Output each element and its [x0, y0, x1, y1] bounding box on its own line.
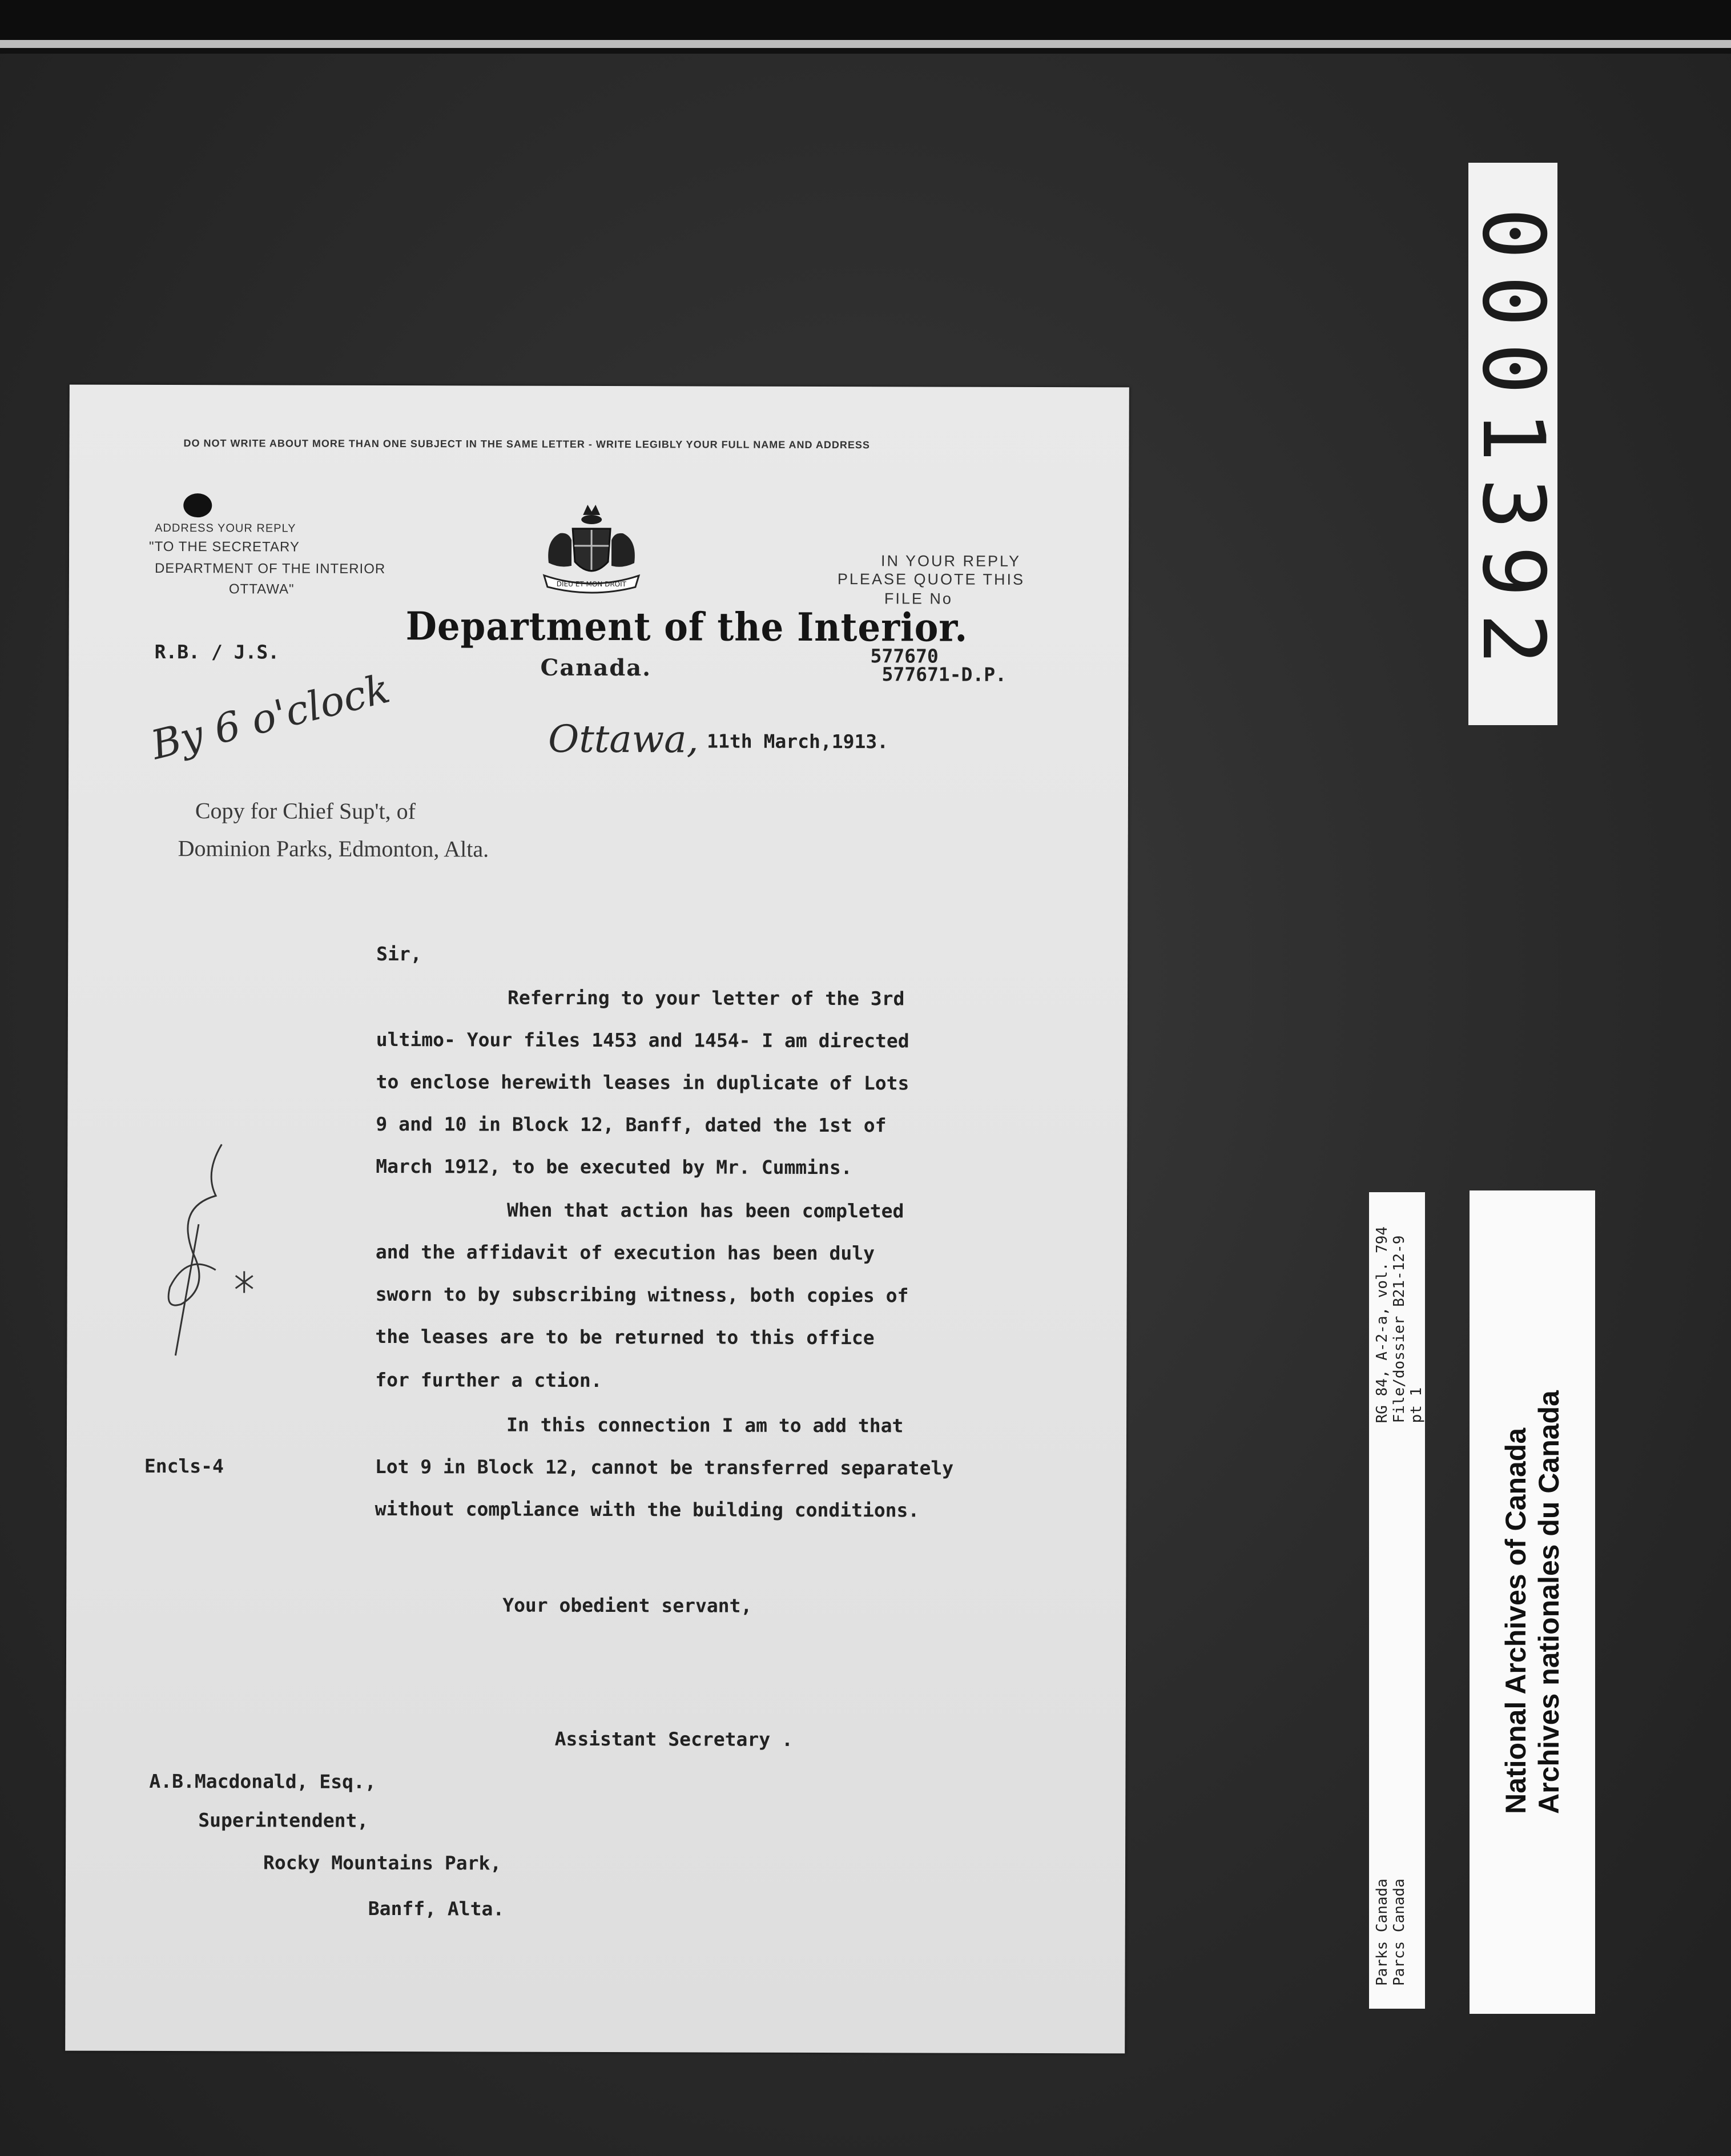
body-line: 9 and 10 in Block 12, Banff, dated the 1st of: [376, 1112, 887, 1137]
archives-name-en: National Archives of Canada: [1500, 1427, 1532, 1814]
body-line: for further a ction.: [375, 1368, 602, 1392]
svg-text:DIEU ET MON DROIT: DIEU ET MON DROIT: [556, 580, 627, 589]
film-top-edge: [0, 40, 1731, 48]
reply-line-3: FILE No: [884, 590, 953, 608]
body-line: When that action has been completed: [506, 1198, 904, 1222]
handwritten-mark-icon: [135, 1139, 284, 1367]
closing: Your obedient servant,: [502, 1594, 752, 1617]
recipient-line: Banff, Alta.: [368, 1897, 505, 1920]
body-line: Lot 9 in Block 12, cannot be transferred separately: [375, 1455, 954, 1479]
letterhead-warning: DO NOT WRITE ABOUT MORE THAN ONE SUBJECT IN THE SAME LETTER - WRITE LEGIBLY YOUR FULL NAME AND ADDRESS: [183, 437, 870, 451]
archive-ref-line3: pt 1: [1408, 1387, 1425, 1423]
frame-number-label: [1463, 163, 1563, 725]
film-top-band: [0, 0, 1731, 40]
reply-line-2: PLEASE QUOTE THIS: [837, 570, 1025, 588]
letter-date: 11th March,1913.: [707, 730, 889, 753]
archive-reference-label: [1369, 1192, 1425, 2009]
body-line: ultimo- Your files 1453 and 1454- I am directed: [376, 1028, 909, 1052]
address-line-3: DEPARTMENT OF THE INTERIOR: [154, 560, 386, 577]
file-number-2: 577671-D.P.: [881, 663, 1007, 686]
body-line: sworn to by subscribing witness, both copies of: [375, 1282, 909, 1307]
department-title: Department of the Interior.: [405, 604, 968, 651]
punch-hole: [183, 493, 212, 517]
signatory: Assistant Secretary .: [554, 1727, 793, 1751]
typist-initials: R.B. / J.S.: [154, 640, 280, 663]
film-top-edge-dark: [0, 48, 1731, 54]
place-ottawa: Ottawa,: [548, 717, 699, 762]
body-line: Referring to your letter of the 3rd: [507, 986, 905, 1010]
letter-page: [65, 385, 1129, 2054]
body-line: to enclose herewith leases in duplicate of Lots: [376, 1070, 909, 1095]
department-country: Canada.: [540, 654, 652, 682]
recipient-line: A.B.Macdonald, Esq.,: [149, 1769, 376, 1793]
body-line: March 1912, to be executed by Mr. Cummins.: [376, 1155, 852, 1179]
copy-stamp-line-2: Dominion Parks, Edmonton, Alta.: [178, 835, 489, 862]
address-line-4: OTTAWA": [228, 581, 295, 597]
address-line-1: ADDRESS YOUR REPLY: [155, 521, 296, 535]
archive-ref-line2: File/dossier B21-12-9: [1391, 1235, 1408, 1423]
body-line: In this connection I am to add that: [506, 1413, 904, 1437]
body-line: and the affidavit of execution has been duly: [375, 1240, 875, 1265]
royal-crest-icon: [537, 500, 646, 597]
file-number-1: 577670: [870, 645, 939, 667]
agency-fr: Parcs Canada: [1391, 1879, 1408, 1986]
agency-en: Parks Canada: [1374, 1879, 1391, 1986]
handwritten-note: By 6 o'clock: [146, 665, 394, 769]
archives-name-label: [1470, 1190, 1595, 2014]
enclosures-note: Encls-4: [144, 1454, 224, 1478]
recipient-line: Superintendent,: [198, 1809, 369, 1832]
archives-name-fr: Archives nationales du Canada: [1533, 1390, 1565, 1814]
body-line: without compliance with the building conditions.: [375, 1497, 920, 1522]
address-line-2: "TO THE SECRETARY: [149, 538, 300, 555]
frame-number: 0001392: [1463, 207, 1563, 681]
body-line: the leases are to be returned to this office: [375, 1325, 875, 1349]
recipient-line: Rocky Mountains Park,: [263, 1851, 502, 1875]
archive-ref-line1: RG 84, A-2-a, vol. 794: [1374, 1226, 1391, 1423]
reply-line-1: IN YOUR REPLY: [880, 552, 1021, 570]
salutation: Sir,: [376, 942, 422, 966]
copy-stamp-line-1: Copy for Chief Sup't, of: [195, 798, 416, 824]
